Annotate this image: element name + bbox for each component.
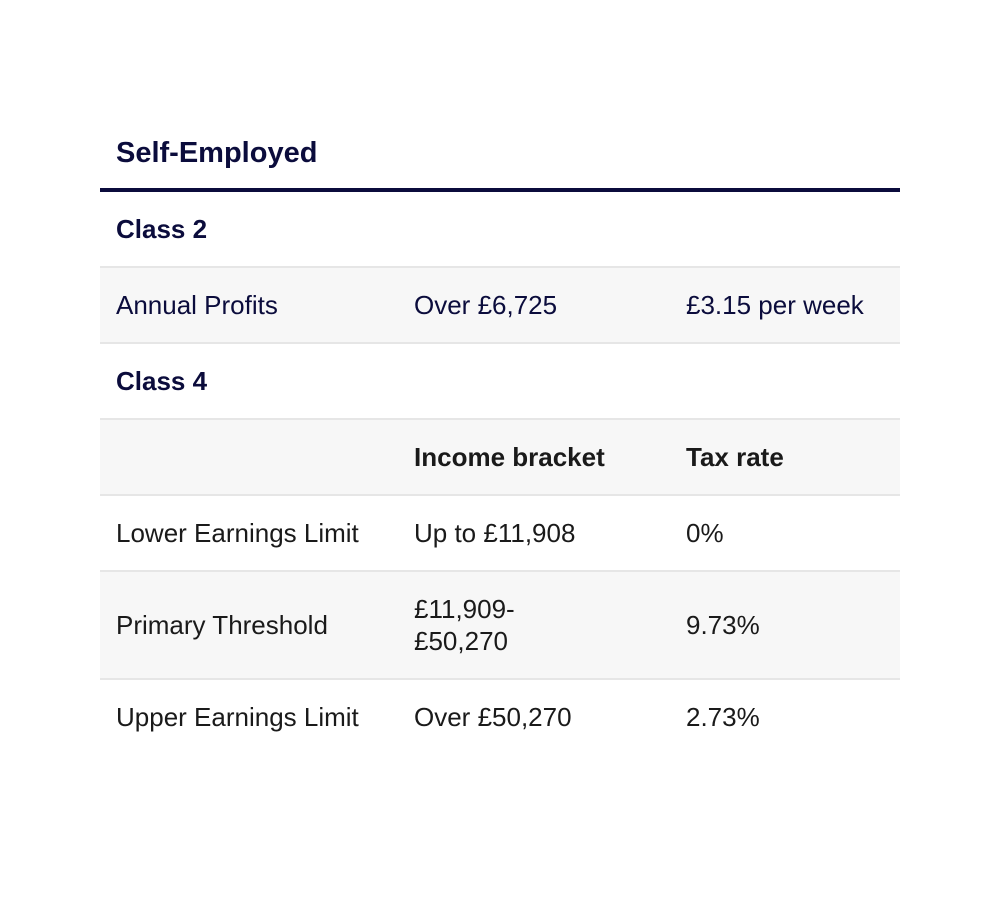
cell-category: Annual Profits xyxy=(100,267,398,343)
class4-section-row xyxy=(100,343,900,419)
cell-category: Lower Earnings Limit xyxy=(100,495,398,571)
cell-tax-rate: £3.15 per week xyxy=(670,267,900,343)
cell-income-bracket: Over £50,270 xyxy=(414,702,572,732)
table-row xyxy=(100,495,900,571)
class2-section-row xyxy=(100,190,900,267)
class4-label: Class 4 xyxy=(100,343,900,419)
cell-tax-rate: 0% xyxy=(670,495,900,571)
cell-category: Upper Earnings Limit xyxy=(116,702,359,732)
cell-income-bracket: Up to £11,908 xyxy=(398,495,670,571)
table-title-row xyxy=(100,118,900,190)
header-income-bracket: Income bracket xyxy=(398,419,670,495)
cell-income-bracket: Over £6,725 xyxy=(398,267,670,343)
cell-tax-rate: 9.73% xyxy=(670,571,900,679)
ni-rates-table-container xyxy=(100,118,900,754)
table-row xyxy=(100,267,900,343)
table-title: Self-Employed xyxy=(100,118,900,190)
cell-category: Primary Threshold xyxy=(100,571,398,679)
table-row xyxy=(100,571,900,679)
cell-income-bracket: £11,909-£50,270 xyxy=(398,571,670,679)
self-employed-ni-table xyxy=(100,118,900,754)
table-row xyxy=(100,679,900,754)
header-empty xyxy=(100,419,398,495)
class2-label: Class 2 xyxy=(100,190,900,267)
cell-tax-rate: 2.73% xyxy=(686,702,760,732)
class4-header-row xyxy=(100,419,900,495)
header-tax-rate: Tax rate xyxy=(670,419,900,495)
